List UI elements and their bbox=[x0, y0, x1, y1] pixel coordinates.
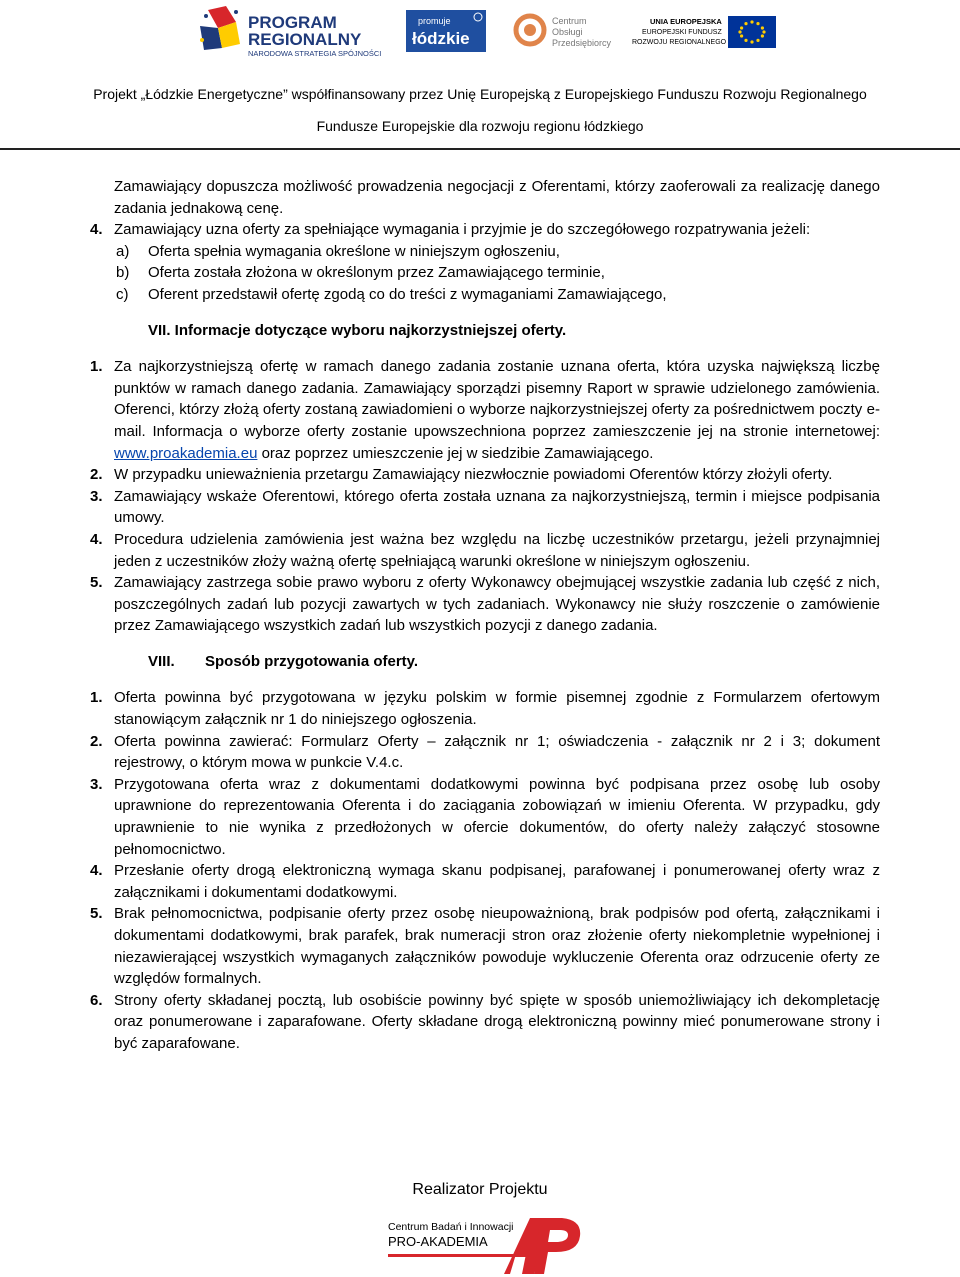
pro-akademia-logo bbox=[384, 1214, 584, 1276]
program-line1: PROGRAM bbox=[248, 13, 337, 32]
s7-item-text: Procedura udzielenia zamówienia jest ważna bez względu na liczbę uczestników przetargu, jeżeli przynajmniej jeden z uczestników złoży ważną ofertę spełniającą warunki określone w niniejszym ogłoszeniu. bbox=[114, 530, 880, 570]
p4-item-letter: c) bbox=[116, 285, 129, 303]
s7-item-text: Zamawiający zastrzega sobie prawo wyboru z oferty Wykonawcy obejmującej wszystkie zadania lub część z nich, poszczególnych zadań lub pozycji zawartych w tych zadaniach. Wykonawcy nie służy roszczenie o zamówienie przez Zamawiającego wszystkich zadań lub wszystkich pozycji z danego zadania. bbox=[114, 574, 880, 635]
s8-item-6 bbox=[0, 990, 960, 1055]
s8-item-number: 6. bbox=[90, 991, 103, 1009]
promuje-lodzkie-logo bbox=[406, 10, 486, 52]
pro-akademia-line1: Centrum Badań i Innowacji bbox=[388, 1221, 514, 1233]
s8-item-number: 1. bbox=[90, 689, 103, 707]
s7-item-5 bbox=[0, 572, 960, 637]
program-line2: REGIONALNY bbox=[248, 30, 362, 49]
eu-line2: EUROPEJSKI FUNDUSZ bbox=[642, 29, 722, 36]
s8-item-number: 3. bbox=[90, 775, 103, 793]
intro-text: Zamawiający dopuszcza możliwość prowadzenia negocjacji z Oferentami, którzy zaoferowali za realizację danego zadania jednakową cenę. bbox=[114, 178, 880, 217]
p4-item-a bbox=[0, 241, 960, 263]
intro-paragraph bbox=[0, 176, 960, 219]
fund-line: Fundusze Europejskie dla rozwoju regionu łódzkiego bbox=[316, 118, 644, 134]
document-body bbox=[0, 176, 960, 1055]
s7-item-number: 4. bbox=[90, 530, 103, 548]
s7-item-text: Zamawiający wskaże Oferentowi, którego oferta została uznana za najkorzystniejszą, termin i miejsce podpisania umowy. bbox=[114, 487, 880, 527]
p4-text: Zamawiający uzna oferty za spełniające wymagania i przyjmie je do szczegółowego rozpatrywania jeżeli: bbox=[114, 221, 811, 239]
p4-item-letter: a) bbox=[116, 242, 130, 260]
s8-item-5 bbox=[0, 903, 960, 989]
centrum-line1: Centrum bbox=[552, 16, 587, 26]
s8-item-number: 2. bbox=[90, 732, 103, 750]
header-divider bbox=[0, 148, 960, 150]
s7-item-3 bbox=[0, 486, 960, 529]
s7-item-number: 2. bbox=[90, 466, 103, 484]
s7-item-1-text: Za najkorzystniejszą ofertę w ramach danego zadania zostanie uznana oferta, która uzyska największą liczbę punktów w ramach danego zadania. Zamawiający sporządzi pisemny Raport w sprawie udzielonego zamówienia. Oferenci, którzy złożą oferty zostaną zawiadomieni o wyborze najkorzystniejszej oferty za pośrednictwem poczty e-mail. Informacja o wyborze oferty zostanie upowszechniona poprzez zamieszczenie jej na stronie internetowej: bbox=[114, 358, 880, 440]
section7-title: VII. Informacje dotyczące wyboru najkorzystniejszej oferty. bbox=[148, 321, 567, 339]
eu-line1: UNIA EUROPEJSKA bbox=[650, 17, 722, 26]
s8-item-text: Oferta powinna zawierać: Formularz Oferty – załącznik nr 1; oświadczenia - załącznik nr 2 i 3; dokument rejestrowy, o którym mowa w punkcie V.4.c. bbox=[114, 732, 880, 772]
p4-item-c bbox=[0, 284, 960, 306]
s7-item-text: W przypadku unieważnienia przetargu Zamawiający niezwłocznie powiadomi Oferentów którzy złożyli oferty. bbox=[114, 466, 833, 484]
s7-item-1-text-end: oraz poprzez umieszczenie jej w siedzibie Zamawiającego. bbox=[257, 444, 654, 462]
s8-item-1 bbox=[0, 687, 960, 730]
p4-item-text: Oferta została złożona w określonym przez Zamawiającego terminie, bbox=[148, 264, 605, 282]
s8-item-text: Przesłanie oferty drogą elektroniczną wymaga skanu podpisanej, parafowanej i ponumerowanej oferty wraz z załącznikami i dokumentami dodatkowymi. bbox=[114, 862, 880, 901]
promuje-text: promuje bbox=[418, 16, 451, 26]
centrum-line2: Obsługi bbox=[552, 27, 583, 37]
s7-item-1 bbox=[0, 356, 960, 464]
s7-item-number: 3. bbox=[90, 487, 103, 505]
section8-roman: VIII. bbox=[148, 652, 175, 670]
s8-item-text: Oferta powinna być przygotowana w języku polskim w formie pisemnej zgodnie z Formularzem ofertowym stanowiącym załącznik nr 1 do niniejszego ogłoszenia. bbox=[114, 689, 880, 729]
eu-line3: ROZWOJU REGIONALNEGO bbox=[632, 39, 727, 46]
s8-item-4 bbox=[0, 860, 960, 903]
p4-item-text: Oferent przedstawił ofertę zgodą co do treści z wymaganiami Zamawiającego, bbox=[148, 285, 667, 303]
p4-item-b bbox=[0, 262, 960, 284]
s8-item-text: Brak pełnomocnictwa, podpisanie oferty przez osobę nieupoważnioną, brak podpisów pod ofertą, załącznikami i dokumentami dodatkowymi, brak parafek, brak numeracji stron oraz złożenie oferty niekompletnie wypełnionej i niezawierającej wszystkich wymaganych załączników powoduje wykluczenie Oferenta oraz odrzucenie oferty ze względów formalnych. bbox=[114, 905, 880, 988]
proakademia-link[interactable]: www.proakademia.eu bbox=[114, 444, 258, 462]
s8-item-text: Przygotowana oferta wraz z dokumentami dodatkowymi powinna być podpisana przez osobę lub osoby uprawnione do reprezentowania Oferenta i do zaciągania zobowiązań w imieniu Oferenta. W przypadku, gdy uprawnienie to nie wynika z przedłożonych w ofercie dokumentów, do oferty należy załączyć stosowne pełnomocnictwo. bbox=[114, 775, 880, 858]
p4-paragraph bbox=[0, 219, 960, 241]
p4-item-letter: b) bbox=[116, 264, 130, 282]
s8-item-text: Strony oferty składanej pocztą, lub osobiście powinny być spięte w sposób uniemożliwiający ich dekompletację oraz ponumerowane i zaparafowane. Oferty składane drogą elektroniczną powinny mieć ponumerowane strony i być zaparafowane. bbox=[114, 991, 880, 1052]
program-regionalny-logo bbox=[196, 4, 386, 60]
program-line3: NARODOWA STRATEGIA SPÓJNOŚCI bbox=[248, 49, 382, 58]
s7-item-number: 5. bbox=[90, 574, 103, 592]
s8-item-number: 5. bbox=[90, 905, 103, 923]
project-line: Projekt „Łódzkie Energetyczne” współfinansowany przez Unię Europejską z Europejskiego Funduszu Rozwoju Regionalnego bbox=[93, 86, 867, 102]
footer-label: Realizator Projektu bbox=[412, 1181, 548, 1198]
s8-item-number: 4. bbox=[90, 862, 103, 880]
p4-number: 4. bbox=[90, 221, 103, 239]
centrum-line3: Przedsiębiorcy bbox=[552, 38, 612, 48]
section8-heading bbox=[0, 651, 960, 673]
centrum-obslugi-logo bbox=[512, 12, 612, 52]
header-logos bbox=[0, 0, 960, 62]
s7-item-2 bbox=[0, 464, 960, 486]
s7-item-number: 1. bbox=[90, 358, 103, 376]
s8-item-3 bbox=[0, 774, 960, 860]
section8-title: Sposób przygotowania oferty. bbox=[205, 652, 419, 670]
s8-item-2 bbox=[0, 731, 960, 774]
pro-akademia-line2: PRO-AKADEMIA bbox=[388, 1234, 488, 1249]
s7-item-4 bbox=[0, 529, 960, 572]
eu-logo bbox=[628, 14, 778, 50]
lodzkie-text: łódzkie bbox=[412, 29, 470, 48]
p4-item-text: Oferta spełnia wymagania określone w niniejszym ogłoszeniu, bbox=[148, 242, 560, 260]
